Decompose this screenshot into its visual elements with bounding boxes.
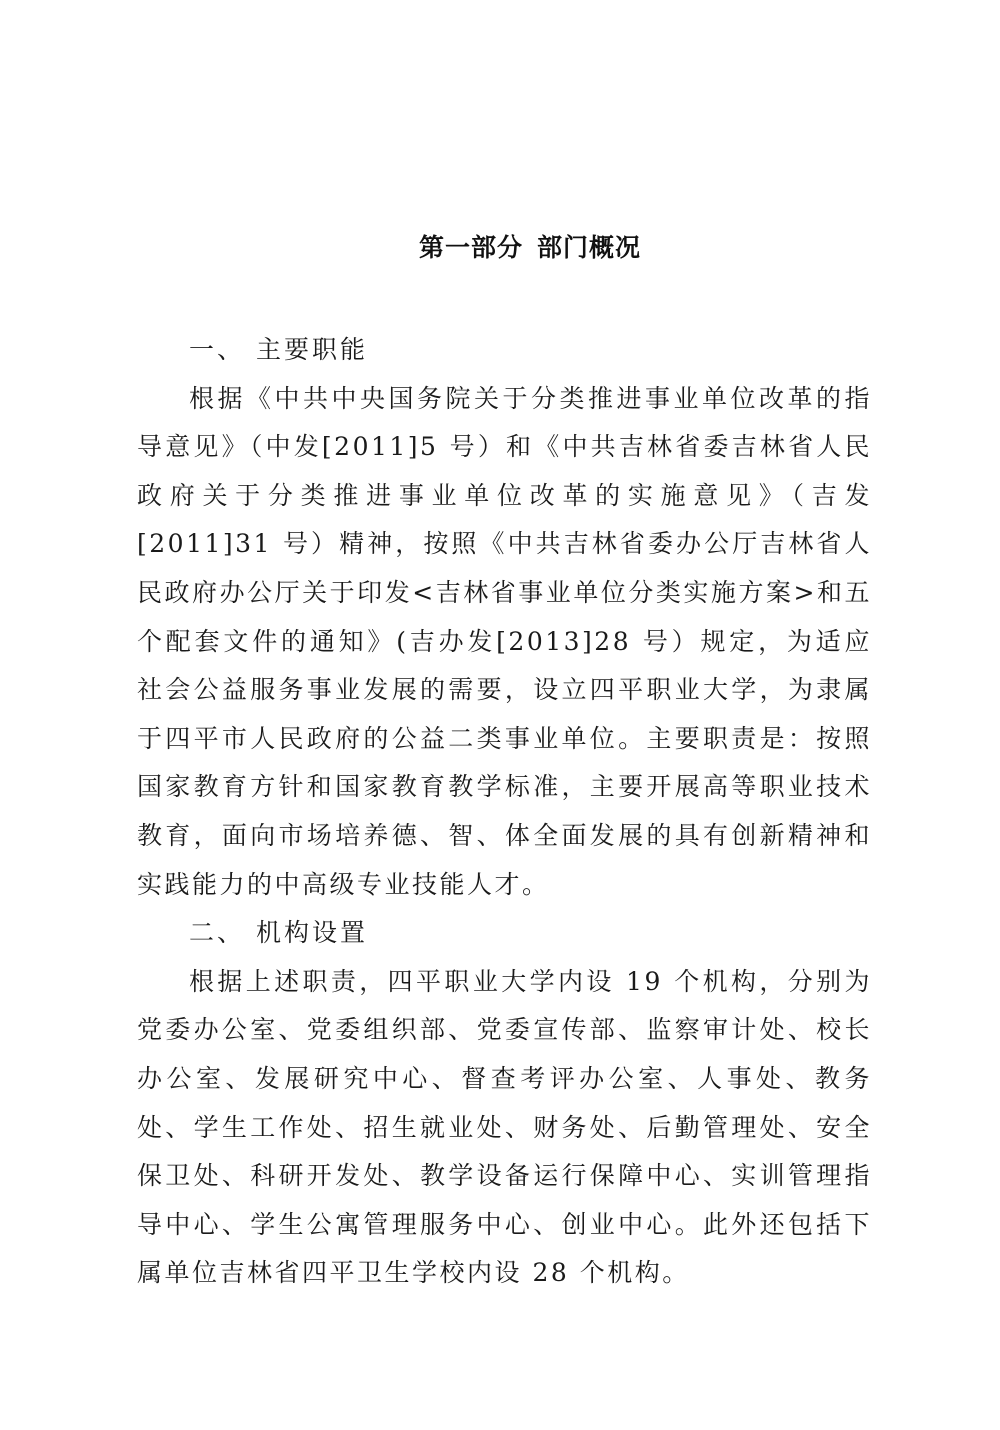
title-part: 第一部分 [418,233,523,262]
section-paragraph: 根据上述职责，四平职业大学内设 19 个机构，分别为党委办公室、党委组织部、党委宣传部、监察审计处、校长办公室、发展研究中心、督查考评办公室、人事处、教务处、学生工作处、招生就业处、财务处、后勤管理处、安全保卫处、科研开发处、教学设备运行保障中心、实训管理指导中心、学生公寓管理服务中心、创业中心。此外还包括下属单位吉林省四平卫生学校内设 28 个机构。 [137,966,872,1288]
section-main-functions [137,326,872,909]
section-organization [137,909,872,1298]
page-title [0,228,1000,264]
title-name: 部门概况 [537,233,642,262]
document-body [137,326,872,1298]
section-heading: 二、 机构设置 [189,918,368,948]
section-paragraph: 根据《中共中央国务院关于分类推进事业单位改革的指导意见》（中发[2011]5 号）和《中共吉林省委吉林省人民政府关于分类推进事业单位改革的实施意见》（吉发[2011]31 号）精神，按照《中共吉林省委办公厅吉林省人民政府办公厅关于印发<吉林省事业单位分类实施方案>和五个配套文件的通知》(吉办发[2013]28 号）规定，为适应社会公益服务事业发展的需要，设立四平职业大学，为隶属于四平市人民政府的公益二类事业单位。主要职责是：按照国家教育方针和国家教育教学标准，主要开展高等职业技术教育，面向市场培养德、智、体全面发展的具有创新精神和实践能力的中高级专业技能人才。 [137,383,872,899]
section-heading: 一、 主要职能 [189,335,368,364]
